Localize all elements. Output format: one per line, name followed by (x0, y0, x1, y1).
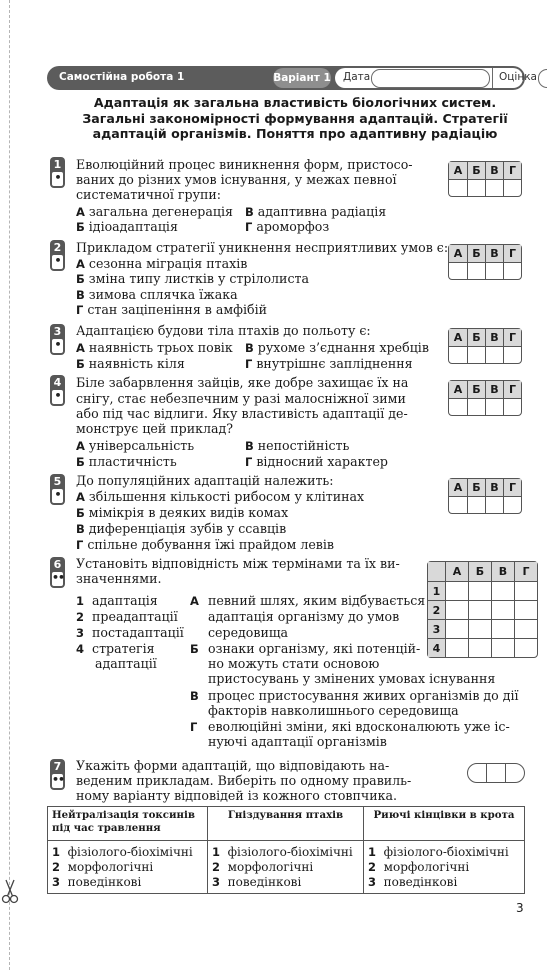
definition: А (190, 594, 199, 608)
option: А універсальність (76, 438, 195, 453)
list-item: 1 фізіолого-біохімічні (52, 845, 193, 859)
definition-text: середовища (208, 625, 289, 640)
question-number: 1 (53, 158, 62, 171)
definition-text: процес пристосування живих організмів до дії (208, 688, 519, 703)
grade-label: Оцінка (499, 71, 537, 83)
list-item: 2 морфологічні (212, 860, 314, 874)
question-number: 5 (53, 475, 62, 488)
page-number: 3 (516, 901, 524, 915)
answer-grid[interactable]: А Б В Г (448, 328, 522, 364)
option: Г ароморфоз (245, 219, 330, 234)
answer-grid[interactable]: А Б В Г (448, 161, 522, 197)
definition-text: певний шлях, яким відбувається (208, 593, 426, 608)
option: В диференціація зубів у ссавців (76, 521, 287, 536)
table-cell (364, 841, 525, 894)
question-number-badge (50, 157, 65, 188)
question-number-badge (50, 557, 65, 588)
option: Б мімікрія в деяких видів комах (76, 505, 289, 520)
forms-table (47, 806, 525, 894)
difficulty-dots: • (52, 172, 63, 186)
option: Б наявність кіля (76, 356, 185, 371)
option: Г внутрішнє запліднення (245, 356, 413, 371)
question-number: 3 (53, 325, 62, 338)
definition-text: ознаки організму, які потенцій- (208, 641, 421, 656)
question-text: снігу, стає небезпечним у разі малосніжної зими (76, 391, 406, 406)
question-text: веденим прикладам. Виберіть по одному правиль- (76, 773, 412, 788)
option: В рухоме з’єднання хребців (245, 340, 429, 355)
term: 3 постадаптації (76, 625, 184, 640)
definition: Б (190, 642, 199, 656)
scissors-icon (1, 878, 19, 904)
list-item: 1 фізіолого-біохімічні (368, 845, 509, 859)
table-cell (208, 841, 364, 894)
header-bar (47, 66, 537, 90)
question-text: значеннями. (76, 571, 162, 586)
definition: Г (190, 720, 198, 734)
question-number-badge (50, 474, 65, 505)
table-cell (48, 841, 208, 894)
term: 4 стратегія (76, 641, 155, 656)
cut-line (9, 0, 10, 970)
title-line: Загальні закономірності формування адаптацій. Стратегії (82, 110, 508, 126)
matching-grid[interactable]: А Б В Г 1 2 3 4 (427, 561, 538, 658)
date-label: Дата (343, 71, 371, 83)
answer-grid[interactable]: А Б В Г (448, 478, 522, 514)
date-field[interactable] (371, 69, 490, 88)
definition-text: адаптація організму до умов (208, 609, 400, 624)
header-fields (335, 68, 537, 88)
work-label: Самостійна робота 1 (59, 71, 185, 83)
question-text: Адаптацією будови тіла птахів до польоту є: (76, 323, 371, 338)
grade-field[interactable] (538, 69, 547, 88)
difficulty-dots: •• (52, 773, 65, 786)
question-text: ному варіанту відповідей із кожного стовпчика. (76, 788, 398, 803)
table-header: Риючі кінцівки в крота (364, 807, 525, 841)
question-number: 7 (53, 760, 62, 773)
question-number-badge (50, 324, 65, 355)
list-item: 3 поведінкові (52, 875, 142, 889)
difficulty-dots: •• (52, 571, 65, 584)
question-text: Прикладом стратегії уникнення несприятливих умов є: (76, 240, 449, 255)
list-item: 1 фізіолого-біохімічні (212, 845, 353, 859)
term: 1 адаптація (76, 593, 158, 608)
question-number-badge (50, 240, 65, 271)
variant-label: Варіант 1 (273, 68, 331, 88)
question-text: або під час відлиги. Яку властивість адаптації де- (76, 406, 408, 421)
definition: В (190, 689, 199, 703)
option: А сезонна міграція птахів (76, 256, 248, 271)
definition-text: нуючі адаптації організмів (208, 734, 387, 749)
list-item: 2 морфологічні (368, 860, 470, 874)
question-text: До популяційних адаптацій належить: (76, 473, 334, 488)
question-text: систематичної групи: (76, 187, 222, 202)
option: Г спільне добування їжі прайдом левів (76, 537, 334, 552)
difficulty-dots: • (52, 339, 63, 353)
question-text: монструє цей приклад? (76, 421, 234, 436)
option: Б пластичність (76, 454, 177, 469)
question-number: 2 (53, 241, 62, 254)
option: В непостійність (245, 438, 350, 453)
difficulty-dots: • (52, 489, 63, 503)
header-divider (492, 68, 493, 88)
question-text: Укажіть форми адаптацій, що відповідають на- (76, 758, 390, 773)
list-item: 3 поведінкові (368, 875, 458, 889)
option: Г відносний характер (245, 454, 388, 469)
table-header: Гніздування птахів (208, 807, 364, 841)
option: А наявність трьох повік (76, 340, 233, 355)
question-number-badge (50, 759, 65, 790)
option: Г стан заціпеніння в амфібій (76, 302, 268, 317)
list-item: 2 морфологічні (52, 860, 154, 874)
list-item: 3 поведінкові (212, 875, 302, 889)
answer-grid[interactable]: А Б В Г (448, 244, 522, 280)
definition-text: но можуть стати основою (208, 656, 380, 671)
question-text: Еволюційний процес виникнення форм, пристосо- (76, 157, 413, 172)
definition-text: еволюційні зміни, які вдосконалюють уже іс- (208, 719, 510, 734)
question-text: ваних до різних умов існування, у межах певної (76, 172, 397, 187)
difficulty-dots: • (52, 255, 63, 269)
option: В зимова сплячка їжака (76, 287, 238, 302)
question-number: 6 (53, 558, 62, 571)
page-title (60, 95, 530, 142)
question-text: Установіть відповідність між термінами та їх ви- (76, 556, 400, 571)
table-header: Нейтралізація токсинів під час травлення (48, 807, 208, 841)
question-number: 4 (53, 376, 62, 389)
term: 2 преадаптації (76, 609, 178, 624)
question-number-badge (50, 375, 65, 406)
option: Б зміна типу листків у стрілолиста (76, 271, 309, 286)
title-line: Адаптація як загальна властивість біологічних систем. (93, 95, 497, 110)
option: А збільшення кількості рибосом у клітинах (76, 489, 365, 504)
term-continuation: адаптації (95, 656, 157, 671)
definition-text: пристосувань у змінених умовах існування (208, 671, 496, 686)
answer-box[interactable] (467, 763, 525, 783)
option: В адаптивна радіація (245, 204, 387, 219)
option: Б ідіоадаптація (76, 219, 178, 234)
title-line: адаптацій організмів. Поняття про адаптивну радіацію (92, 126, 498, 141)
question-text: Біле забарвлення зайців, яке добре захищає їх на (76, 375, 409, 390)
answer-grid[interactable]: А Б В Г (448, 380, 522, 416)
option: А загальна дегенерація (76, 204, 233, 219)
definition-text: факторів навколишнього середовища (208, 703, 459, 718)
difficulty-dots: • (52, 390, 63, 404)
